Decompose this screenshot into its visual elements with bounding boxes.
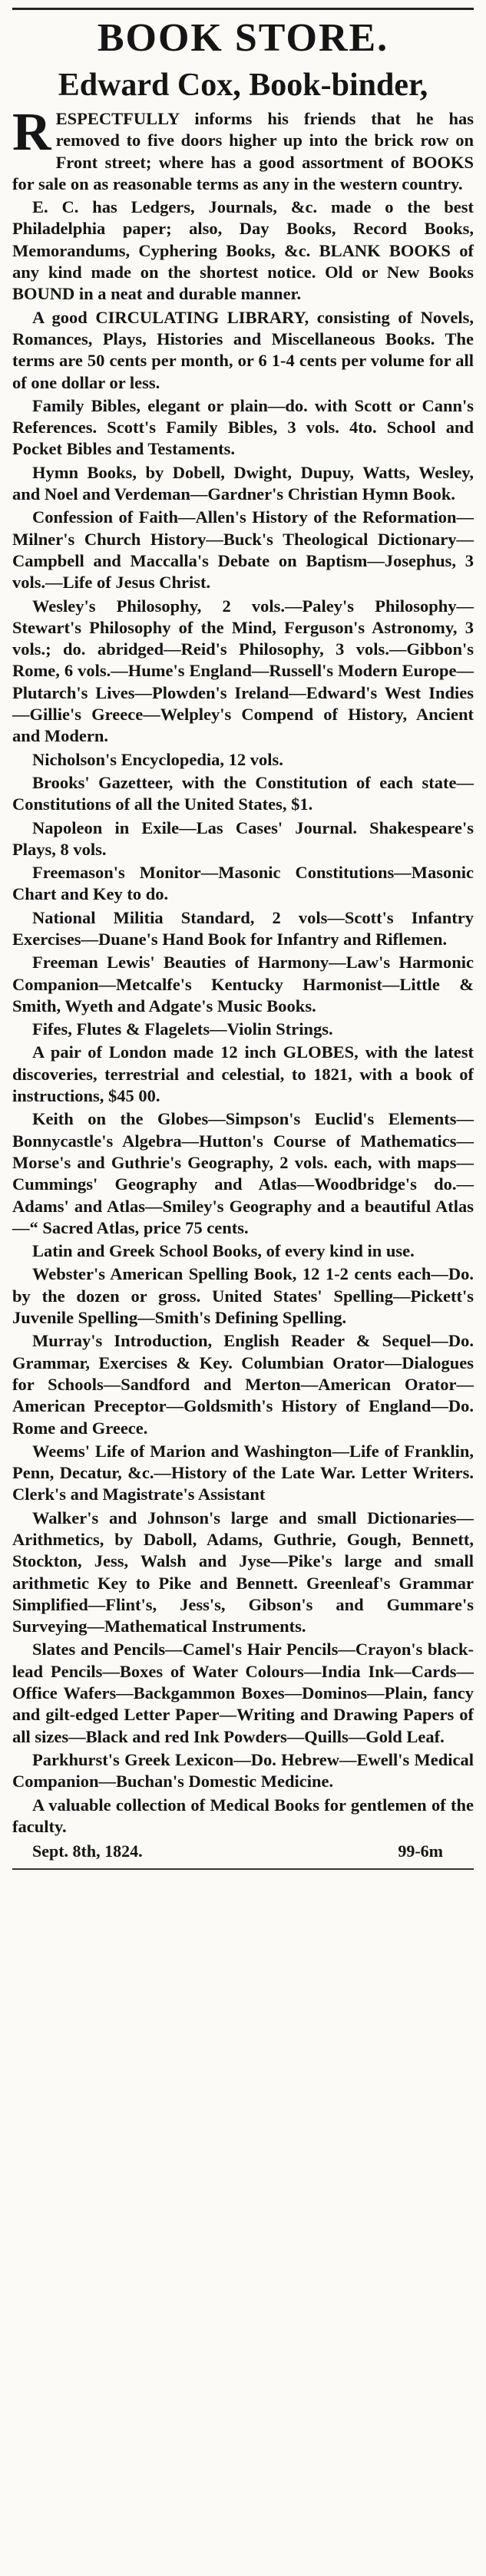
entry-family-bibles: Family Bibles, elegant or plain—do. with Scott or Cann's References. Scott's Family Bibles, 3 vols. 4to. School and Pocket Bibles and Testaments. [12,395,474,459]
entry-circulating-library: A good CIRCULATING LIBRARY, consisting of Novels, Romances, Plays, Histories and Miscellaneous Books. The terms are 50 cents per month, or 6 1-4 cents per volume for all of one dollar or less. [12,307,474,392]
ad-date: Sept. 8th, 1824. [32,1841,143,1861]
entry-latin-greek: Latin and Greek School Books, of every kind in use. [32,1241,415,1261]
top-rule [12,8,474,10]
entry-geography-math: Keith on the Globes—Simpson's Euclid's Elements—Bonnycastle's Algebra—Hutton's Course of Mathematics—Morse's and Guthrie's Geography, 2 vols. each, with maps—Cummings' Geography and Atlas—Woodbridge's do.—Adams' and Atlas—Smiley's Geography and a beautiful Atlas—“ Sacred Atlas, price 75 cents. [12,1109,474,1237]
entry-music-books: Freeman Lewis' Beauties of Harmony—Law's Harmonic Companion—Metcalfe's Kentucky Harmonist—Little & Smith, Wyeth and Adgate's Music Books. [12,953,474,1016]
entry-confession-of-faith: Confession of Faith—Allen's History of the Reformation—Milner's Church History—Buck's Theological Dictionary—Campbell and Maccalla's Debate on Baptism—Josephus, 3 vols.—Life of Jesus Christ. [12,507,474,593]
entry-philosophy-history: Wesley's Philosophy, 2 vols.—Paley's Philosophy—Stewart's Philosophy of the Mind, Ferguson's Astronomy, 3 vols.; do. abridged—Reid's Philosophy, 3 vols.—Gibbon's Rome, 6 vols.—Hume's England—Russell's Modern Europe—Plutarch's Lives—Plowden's Ireland—Edward's West Indies—Gillie's Greece—Welpley's Compend of History, Ancient and Modern. [12,596,474,746]
ad-title: BOOK STORE. [97,16,389,60]
entry-globes: A pair of London made 12 inch GLOBES, with the latest discoveries, terrestrial and celestial, to 1821, with a book of instructions, $45 00. [12,1042,474,1106]
entry-lexicon-medical: Parkhurst's Greek Lexicon—Do. Hebrew—Ewell's Medical Companion—Buchan's Domestic Medicine. [12,1749,474,1792]
entry-freemason: Freemason's Monitor—Masonic Constitutions—Masonic Chart and Key to do. [12,863,474,904]
entry-biographies: Weems' Life of Marion and Washington—Life of Franklin, Penn, Decatur, &c.—History of the Late War. Letter Writers. Clerk's and Magistrate's Assistant [12,1441,474,1504]
entry-gazetteer: Brooks' Gazetteer, with the Constitution of each state—Constitutions of all the United States, $1. [12,772,474,814]
entry-stationery: Slates and Pencils—Camel's Hair Pencils—Crayon's black-lead Pencils—Boxes of Water Colours—India Ink—Cards—Office Wafers—Backgammon Boxes—Dominos—Plain, fancy and gilt-edged Letter Paper—Writing and Drawing Papers of all sizes—Black and red Ink Powders—Quills—Gold Leaf. [12,1640,474,1746]
entry-dictionaries: Walker's and Johnson's large and small Dictionaries—Arithmetics, by Daboll, Adams, Guthrie, Gough, Bennett, Stockton, Jess, Walsh and Jyse—Pike's large and small arithmetic Key to Pike and Bennett. Greenleaf's Grammar Simplified—Flint's, Jess's, Gibson's and Gummare's Surveying—Mathematical Instruments. [12,1508,474,1636]
ad-footer [12,1841,474,1862]
entry-medical-books: A valuable collection of Medical Books for gentlemen of the faculty. [12,1795,474,1836]
intro-text: ESPECTFULLY informs his friends that he has removed to five doors higher up into the brick row on Front street; where has a good assortment of BOOKS for sale on as reasonable terms as any in the western country. [12,109,474,193]
drop-cap: R [12,103,51,162]
bottom-rule [12,1868,474,1870]
entry-hymn-books: Hymn Books, by Dobell, Dwight, Dupuy, Watts, Wesley, and Noel and Verdeman—Gardner's Christian Hymn Book. [12,462,474,504]
entry-spelling-books: Webster's American Spelling Book, 12 1-2 cents each—Do. by the dozen or gross. United States' Spelling—Pickett's Juvenile Spelling—Smith's Defining Spelling. [12,1264,474,1328]
entry-murray-grammar: Murray's Introduction, English Reader & Sequel—Do. Grammar, Exercises & Key. Columbian Orator—Dialogues for Schools—Sandford and Merton—American Orator—American Preceptor—Goldsmith's History of England—Do. Rome and Greece. [12,1331,474,1438]
entry-militia: National Militia Standard, 2 vols—Scott's Infantry Exercises—Duane's Hand Book for Infantry and Riflemen. [12,907,474,949]
entry-instruments: Fifes, Flutes & Flagelets—Violin Strings. [32,1019,333,1039]
entry-napoleon-shakespeare: Napoleon in Exile—Las Cases' Journal. Shakespeare's Plays, 8 vols. [12,817,474,859]
entry-encyclopedia: Nicholson's Encyclopedia, 12 vols. [32,749,283,769]
intro-paragraph [12,103,474,195]
ad-code: 99-6m [398,1841,443,1861]
proprietor-name: Edward Cox, Book-binder, [58,68,428,103]
entry-ledgers: E. C. has Ledgers, Journals, &c. made o the best Philadelphia paper; also, Day Books, Record Books, Memorandums, Cyphering Books, &c. BLANK BOOKS of any kind made on the shortest notice. Old or New Books BOUND in a neat and durable manner. [12,197,474,304]
